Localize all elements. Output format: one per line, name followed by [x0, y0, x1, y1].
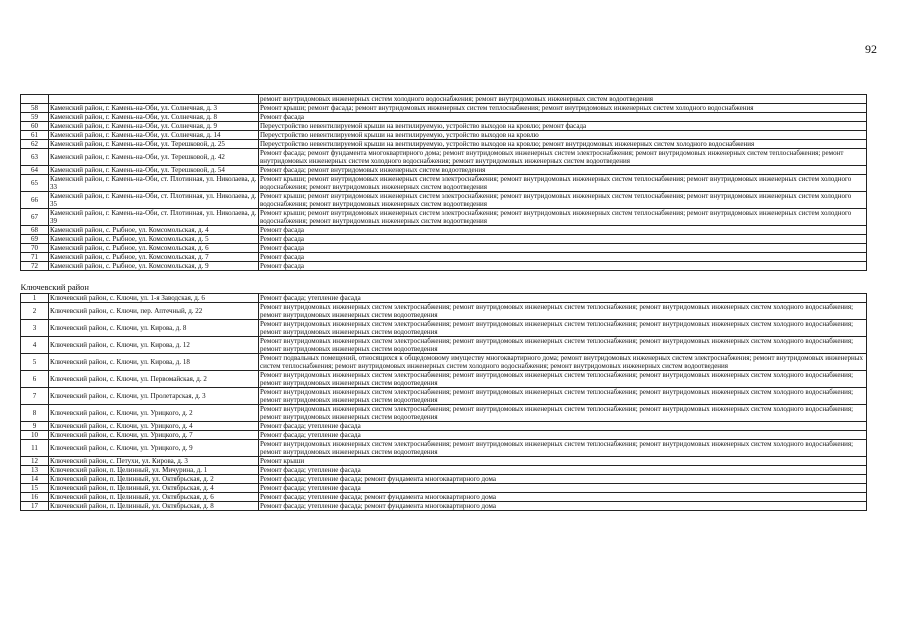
row-address: Каменский район, с. Рыбное, ул. Комсомольская, д. 9 — [49, 262, 259, 271]
row-works: Ремонт фасада; утепление фасада — [259, 431, 867, 440]
row-number: 16 — [21, 493, 49, 502]
row-works: Ремонт крыши; ремонт внутридомовых инженерных систем электроснабжения; ремонт внутридомовых инженерных систем теплоснабжения; ремонт внутридомовых инженерных систем холодного водоснабжения; ремонт внутридомовых инженерных систем водоотведения — [259, 192, 867, 209]
table-row — [21, 209, 867, 226]
page-number: 92 — [865, 42, 877, 56]
table-row — [21, 122, 867, 131]
table-row — [21, 502, 867, 511]
row-address: Ключевский район, с. Ключи, ул. 1-я Заводская, д. 6 — [49, 294, 259, 303]
row-number: 69 — [21, 235, 49, 244]
row-address — [49, 95, 259, 104]
table-row — [21, 235, 867, 244]
row-works: ремонт внутридомовых инженерных систем холодного водоснабжения; ремонт внутридомовых инженерных систем водоотведения — [259, 95, 867, 104]
table-row — [21, 320, 867, 337]
section-title: Ключевский район — [20, 282, 89, 292]
row-works: Ремонт крыши; ремонт внутридомовых инженерных систем электроснабжения; ремонт внутридомовых инженерных систем теплоснабжения; ремонт внутридомовых инженерных систем холодного водоснабжения; ремонт внутридомовых инженерных систем водоотведения — [259, 175, 867, 192]
row-works: Ремонт фасада; утепление фасада — [259, 422, 867, 431]
row-number: 17 — [21, 502, 49, 511]
row-address: Ключевский район, п. Целинный, ул. Октябрьская, д. 6 — [49, 493, 259, 502]
row-works: Ремонт крыши; ремонт фасада; ремонт внутридомовых инженерных систем теплоснабжения; ремонт внутридомовых инженерных систем холодного водоснабжения — [259, 104, 867, 113]
row-number: 6 — [21, 371, 49, 388]
table-row — [21, 475, 867, 484]
table-row — [21, 149, 867, 166]
row-address: Ключевский район, с. Ключи, ул. Урицкого, д. 4 — [49, 422, 259, 431]
row-number: 9 — [21, 422, 49, 431]
row-address: Ключевский район, с. Ключи, ул. Первомайская, д. 2 — [49, 371, 259, 388]
row-address: Ключевский район, с. Ключи, ул. Урицкого, д. 7 — [49, 431, 259, 440]
row-number: 7 — [21, 388, 49, 405]
row-number: 2 — [21, 303, 49, 320]
table-row — [21, 140, 867, 149]
row-address: Каменский район, г. Камень-на-Оби, ул. Солнечная, д. 8 — [49, 113, 259, 122]
row-address: Каменский район, г. Камень-на-Оби, ул. Терешковой, д. 25 — [49, 140, 259, 149]
row-number: 62 — [21, 140, 49, 149]
row-address: Ключевский район, с. Петухи, ул. Кирова, д. 3 — [49, 457, 259, 466]
row-works: Ремонт внутридомовых инженерных систем электроснабжения; ремонт внутридомовых инженерных систем теплоснабжения; ремонт внутридомовых инженерных систем холодного водоснабжения; ремонт внутридомовых инженерных систем водоотведения — [259, 320, 867, 337]
row-number: 60 — [21, 122, 49, 131]
row-number — [21, 95, 49, 104]
row-works: Ремонт фасада; ремонт фундамента многоквартирного дома; ремонт внутридомовых инженерных систем электроснабжения; ремонт внутридомовых инженерных систем теплоснабжения; ремонт внутридомовых инженерных систем холодного водоснабжения; ремонт внутридомовых инженерных систем водоотведения — [259, 149, 867, 166]
table-row — [21, 244, 867, 253]
row-address: Ключевский район, с. Ключи, пер. Аптечный, д. 22 — [49, 303, 259, 320]
table-row — [21, 405, 867, 422]
row-address: Каменский район, г. Камень-на-Оби, ул. Терешковой, д. 54 — [49, 166, 259, 175]
table-row — [21, 354, 867, 371]
row-address: Каменский район, г. Камень-на-Оби, ул. Солнечная, д. 9 — [49, 122, 259, 131]
table-row — [21, 131, 867, 140]
repair-list-table — [20, 94, 867, 511]
row-works: Ремонт внутридомовых инженерных систем электроснабжения; ремонт внутридомовых инженерных систем теплоснабжения; ремонт внутридомовых инженерных систем холодного водоснабжения; ремонт внутридомовых инженерных систем водоотведения — [259, 440, 867, 457]
row-works: Ремонт фасада — [259, 235, 867, 244]
table-row — [21, 226, 867, 235]
row-works: Переустройство невентилируемой крыши на вентилируемую, устройство выходов на кровлю — [259, 131, 867, 140]
row-address: Ключевский район, п. Целинный, ул. Октябрьская, д. 8 — [49, 502, 259, 511]
row-number: 71 — [21, 253, 49, 262]
row-address: Каменский район, с. Рыбное, ул. Комсомольская, д. 6 — [49, 244, 259, 253]
table-row — [21, 337, 867, 354]
row-works: Ремонт фасада — [259, 226, 867, 235]
row-address: Каменский район, г. Камень-на-Оби, ст. Плотинная, ул. Николаева, д. 33 — [49, 175, 259, 192]
row-works: Ремонт фасада — [259, 244, 867, 253]
row-number: 4 — [21, 337, 49, 354]
table-row — [21, 388, 867, 405]
row-number: 11 — [21, 440, 49, 457]
row-number: 5 — [21, 354, 49, 371]
row-address: Каменский район, г. Камень-на-Оби, ст. Плотинная, ул. Николаева, д. 35 — [49, 192, 259, 209]
row-works: Ремонт внутридомовых инженерных систем электроснабжения; ремонт внутридомовых инженерных систем теплоснабжения; ремонт внутридомовых инженерных систем холодного водоснабжения; ремонт внутридомовых инженерных систем водоотведения — [259, 303, 867, 320]
row-address: Каменский район, г. Камень-на-Оби, ст. Плотинная, ул. Николаева, д. 39 — [49, 209, 259, 226]
row-number: 66 — [21, 192, 49, 209]
table-row — [21, 303, 867, 320]
row-address: Ключевский район, с. Ключи, ул. Урицкого, д. 2 — [49, 405, 259, 422]
table-row — [21, 457, 867, 466]
row-address: Ключевский район, с. Ключи, ул. Кирова, д. 18 — [49, 354, 259, 371]
row-works: Ремонт фасада; утепление фасада — [259, 294, 867, 303]
row-address: Каменский район, г. Камень-на-Оби, ул. Солнечная, д. 3 — [49, 104, 259, 113]
row-address: Каменский район, с. Рыбное, ул. Комсомольская, д. 5 — [49, 235, 259, 244]
row-address: Ключевский район, п. Целинный, ул. Октябрьская, д. 2 — [49, 475, 259, 484]
row-works: Ремонт подвальных помещений, относящихся к общедомовому имуществу многоквартирного дома; ремонт внутридомовых инженерных систем электроснабжения; ремонт внутридомовых инженерных систем теплоснабжения; ремонт внутридомовых инженерных систем холодного водоснабжения; ремонт внутридомовых инженерных систем водоотведения — [259, 354, 867, 371]
row-works: Ремонт фасада; утепление фасада — [259, 484, 867, 493]
row-number: 58 — [21, 104, 49, 113]
table-row — [21, 192, 867, 209]
table-row — [21, 422, 867, 431]
row-works: Ремонт фасада — [259, 262, 867, 271]
row-works: Ремонт фасада; ремонт внутридомовых инженерных систем водоотведения — [259, 166, 867, 175]
table-row — [21, 440, 867, 457]
row-works: Ремонт фасада; утепление фасада; ремонт фундамента многоквартирного дома — [259, 502, 867, 511]
row-number: 15 — [21, 484, 49, 493]
table-row — [21, 431, 867, 440]
row-number: 14 — [21, 475, 49, 484]
section-header — [21, 271, 867, 294]
row-number: 68 — [21, 226, 49, 235]
row-works: Ремонт фасада; утепление фасада; ремонт фундамента многоквартирного дома — [259, 475, 867, 484]
row-number: 61 — [21, 131, 49, 140]
row-works: Ремонт фасада — [259, 113, 867, 122]
row-number: 8 — [21, 405, 49, 422]
table-row — [21, 294, 867, 303]
table-row — [21, 253, 867, 262]
row-address: Ключевский район, п. Целинный, ул. Мичурина, д. 1 — [49, 466, 259, 475]
row-number: 59 — [21, 113, 49, 122]
row-works: Ремонт внутридомовых инженерных систем электроснабжения; ремонт внутридомовых инженерных систем теплоснабжения; ремонт внутридомовых инженерных систем холодного водоснабжения; ремонт внутридомовых инженерных систем водоотведения — [259, 405, 867, 422]
repair-table — [20, 94, 866, 511]
table-row — [21, 166, 867, 175]
row-works: Ремонт крыши — [259, 457, 867, 466]
table-row — [21, 466, 867, 475]
row-address: Ключевский район, с. Ключи, ул. Урицкого, д. 9 — [49, 440, 259, 457]
row-number: 3 — [21, 320, 49, 337]
row-number: 65 — [21, 175, 49, 192]
table-row — [21, 175, 867, 192]
row-number: 13 — [21, 466, 49, 475]
klyuchevsky-section — [21, 294, 867, 511]
row-number: 64 — [21, 166, 49, 175]
row-number: 63 — [21, 149, 49, 166]
table-row — [21, 104, 867, 113]
table-row — [21, 484, 867, 493]
table-row — [21, 493, 867, 502]
row-address: Ключевский район, с. Ключи, ул. Кирова, д. 12 — [49, 337, 259, 354]
kamensky-section — [21, 95, 867, 271]
row-number: 10 — [21, 431, 49, 440]
row-works: Ремонт внутридомовых инженерных систем электроснабжения; ремонт внутридомовых инженерных систем теплоснабжения; ремонт внутридомовых инженерных систем холодного водоснабжения; ремонт внутридомовых инженерных систем водоотведения — [259, 337, 867, 354]
table-row — [21, 371, 867, 388]
row-address: Каменский район, г. Камень-на-Оби, ул. Терешковой, д. 42 — [49, 149, 259, 166]
row-address: Каменский район, с. Рыбное, ул. Комсомольская, д. 7 — [49, 253, 259, 262]
table-row — [21, 113, 867, 122]
row-address: Ключевский район, с. Ключи, ул. Пролетарская, д. 3 — [49, 388, 259, 405]
row-number: 67 — [21, 209, 49, 226]
row-number: 72 — [21, 262, 49, 271]
row-number: 12 — [21, 457, 49, 466]
row-works: Ремонт внутридомовых инженерных систем электроснабжения; ремонт внутридомовых инженерных систем теплоснабжения; ремонт внутридомовых инженерных систем холодного водоснабжения; ремонт внутридомовых инженерных систем водоотведения — [259, 371, 867, 388]
row-address: Каменский район, г. Камень-на-Оби, ул. Солнечная, д. 14 — [49, 131, 259, 140]
row-works: Ремонт фасада; утепление фасада — [259, 466, 867, 475]
table-row — [21, 95, 867, 104]
row-address: Каменский район, с. Рыбное, ул. Комсомольская, д. 4 — [49, 226, 259, 235]
row-number: 1 — [21, 294, 49, 303]
row-works: Переустройство невентилируемой крыши на вентилируемую, устройство выходов на кровлю; ремонт внутридомовых инженерных систем холодного водоснабжения — [259, 140, 867, 149]
row-works: Переустройство невентилируемой крыши на вентилируемую, устройство выходов на кровлю; ремонт фасада — [259, 122, 867, 131]
table-row — [21, 262, 867, 271]
row-works: Ремонт фасада — [259, 253, 867, 262]
row-address: Ключевский район, с. Ключи, ул. Кирова, д. 8 — [49, 320, 259, 337]
row-works: Ремонт внутридомовых инженерных систем электроснабжения; ремонт внутридомовых инженерных систем теплоснабжения; ремонт внутридомовых инженерных систем холодного водоснабжения; ремонт внутридомовых инженерных систем водоотведения — [259, 388, 867, 405]
row-address: Ключевский район, п. Целинный, ул. Октябрьская, д. 4 — [49, 484, 259, 493]
row-works: Ремонт фасада; утепление фасада; ремонт фундамента многоквартирного дома — [259, 493, 867, 502]
row-number: 70 — [21, 244, 49, 253]
row-works: Ремонт крыши; ремонт внутридомовых инженерных систем электроснабжения; ремонт внутридомовых инженерных систем теплоснабжения; ремонт внутридомовых инженерных систем холодного водоснабжения; ремонт внутридомовых инженерных систем водоотведения — [259, 209, 867, 226]
